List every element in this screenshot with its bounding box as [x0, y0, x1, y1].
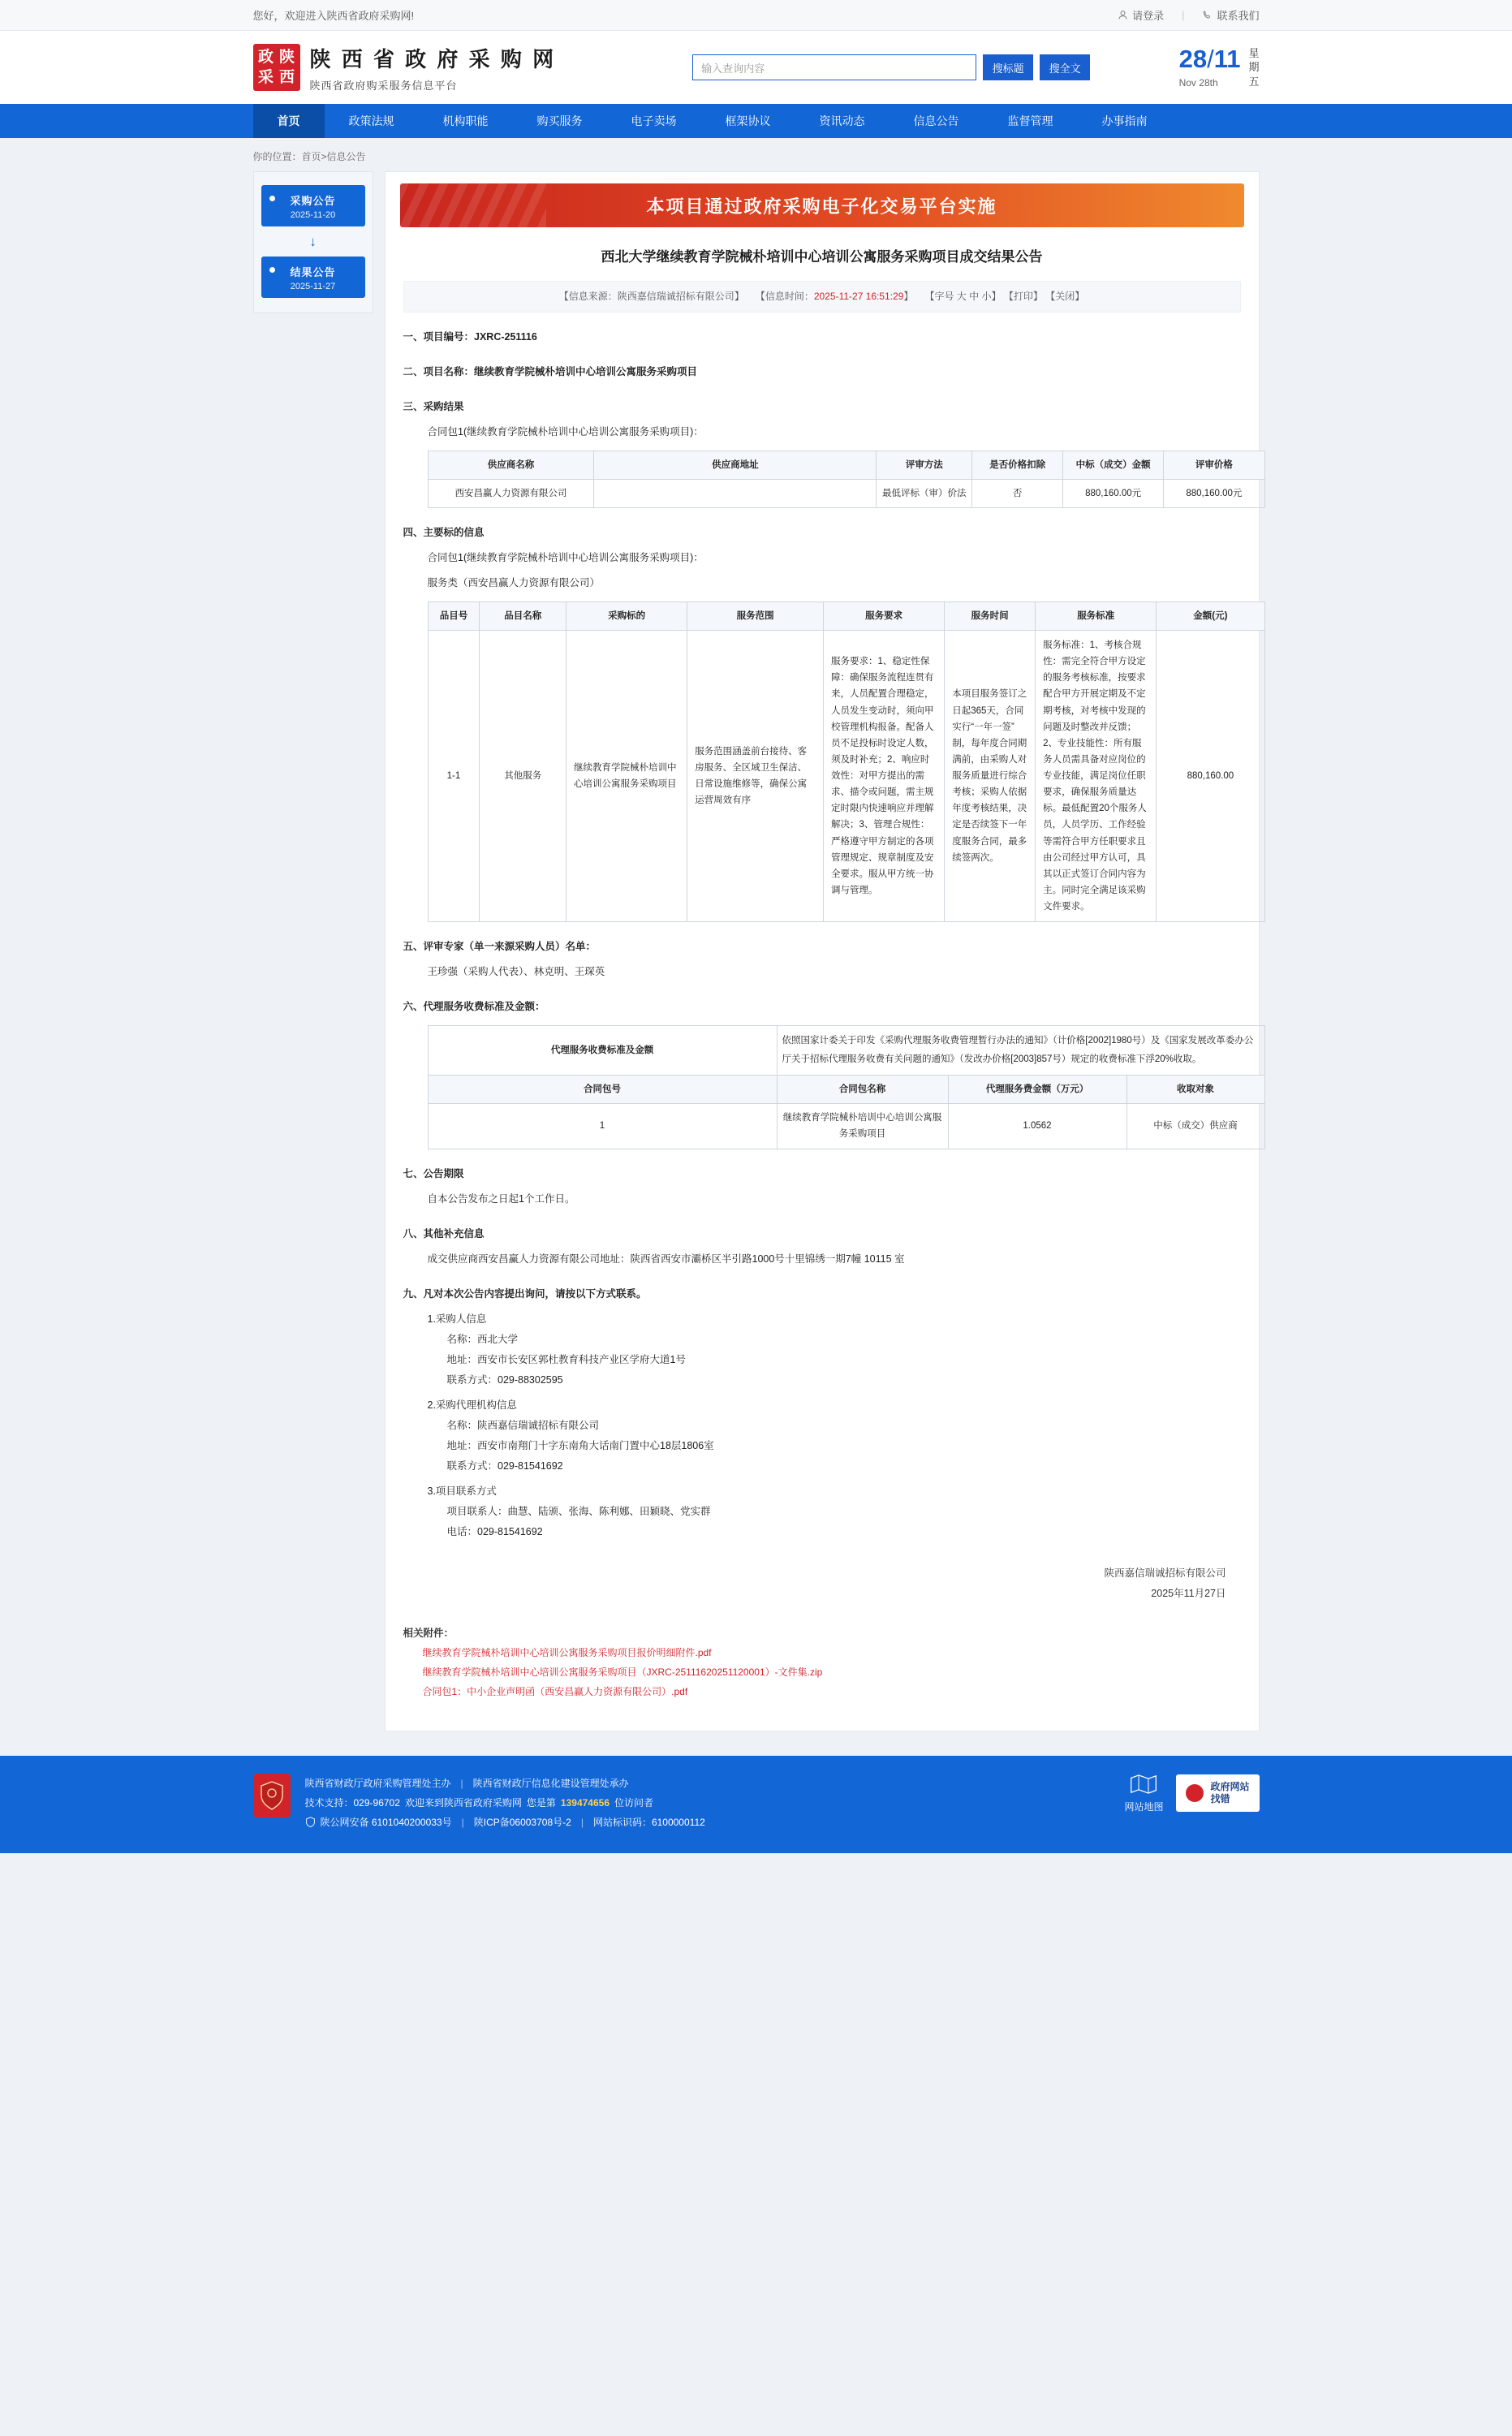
- weekday: [1248, 46, 1259, 89]
- shield-icon: [260, 1781, 284, 1810]
- attachment-link-3[interactable]: 合同包1：中小企业声明函（西安昌赢人力资源有限公司）.pdf: [422, 1685, 688, 1697]
- col-service-scope: 服务范围: [687, 601, 824, 630]
- footer-police-record[interactable]: 陕公网安备 6101040200033号: [320, 1816, 452, 1828]
- col-service-standard: 服务标准: [1036, 601, 1157, 630]
- print-button[interactable]: 【打印】: [1003, 290, 1043, 302]
- logo-char-2: 采: [257, 68, 274, 86]
- nav-item-home[interactable]: 首页: [253, 104, 325, 138]
- table-header-row: [428, 601, 1264, 630]
- contact-link[interactable]: [1202, 7, 1259, 23]
- section-project-number: 一、项目编号：JXRC-251116: [403, 330, 537, 343]
- col-fee-payer: 收取对象: [1126, 1076, 1264, 1104]
- cell-fee-payer: 中标（成交）供应商: [1126, 1104, 1264, 1149]
- contact-project-persons: 项目联系人：曲慧、陆颁、张海、陈利娜、田颖晓、党实群: [446, 1505, 711, 1517]
- signature-block: [386, 1563, 1226, 1604]
- login-link[interactable]: [1118, 7, 1164, 23]
- document-content: [385, 171, 1260, 1731]
- contact-label: 联系我们: [1217, 10, 1260, 22]
- cell-supplier-name: 西安昌赢人力资源有限公司: [428, 479, 594, 507]
- cell-amount: 880,160.00: [1157, 631, 1264, 922]
- cell-fee-amount: 1.0562: [948, 1104, 1126, 1149]
- search-title-button[interactable]: 搜标题: [983, 54, 1033, 80]
- nav-item-emarket[interactable]: 电子卖场: [631, 114, 677, 127]
- cell-review-price: 880,160.00元: [1164, 479, 1264, 507]
- attachments-list: [386, 1645, 1259, 1698]
- contact-agency-address: 地址：西安市南翔门十字东南角大话南门置中心18层1806室: [446, 1439, 714, 1451]
- map-icon: [1130, 1774, 1157, 1795]
- col-package-no: 合同包号: [428, 1076, 777, 1104]
- magnifier-icon: [1186, 1784, 1204, 1802]
- cell-item-no: 1-1: [428, 631, 480, 922]
- contact-purchaser-name: 名称：西北大学: [446, 1333, 519, 1345]
- date-numeric: [1179, 46, 1241, 71]
- contact-purchaser-heading: 1.采购人信息: [427, 1313, 487, 1325]
- page-title: 西北大学继续教育学院械朴培训中心培训公寓服务采购项目成交结果公告: [601, 249, 1043, 265]
- date-month: 11: [1213, 44, 1241, 73]
- close-button[interactable]: 【关闭】: [1045, 290, 1085, 302]
- sitemap-link[interactable]: [1124, 1774, 1163, 1813]
- col-item-no: 品目号: [428, 601, 480, 630]
- result-table: [428, 451, 1265, 508]
- target-table: [428, 601, 1265, 922]
- breadcrumb-current: 信息公告: [326, 151, 366, 162]
- user-icon: [1118, 10, 1128, 20]
- welcome-text: 您好，欢迎进入陕西省政府采购网!: [252, 10, 415, 22]
- site-name: 陕 西 省 政 府 采 购 网: [309, 46, 557, 71]
- col-item-name: 品目名称: [480, 601, 566, 630]
- main-area: [253, 171, 1260, 1756]
- col-procurement-target: 采购标的: [566, 601, 687, 630]
- date-slash: /: [1207, 44, 1214, 73]
- nav-item-functions[interactable]: 机构职能: [442, 114, 489, 127]
- footer-welcome: 欢迎来到陕西省政府采购网: [404, 1796, 522, 1809]
- platform-banner: [400, 183, 1244, 227]
- top-utility-bar: [0, 0, 1512, 31]
- table-row: [428, 631, 1264, 922]
- col-service-requirement: 服务要求: [824, 601, 945, 630]
- footer-icp[interactable]: 陕ICP备06003708号-2: [473, 1816, 571, 1828]
- col-service-time: 服务时间: [945, 601, 1036, 630]
- date-english: Nov 28th: [1178, 76, 1218, 88]
- gov-btn-line2: 找错: [1210, 1793, 1230, 1805]
- meta-time-label: 【信息时间：: [755, 290, 814, 302]
- gov-site-report-button[interactable]: [1176, 1774, 1259, 1812]
- logo-char-1: 陕: [278, 48, 295, 66]
- cell-procurement-target: 继续教育学院械朴培训中心培训公寓服务采购项目: [566, 631, 687, 922]
- site-footer: [0, 1756, 1512, 1853]
- table-row: [428, 479, 1264, 507]
- weekday-line-2: 期: [1248, 61, 1260, 74]
- meta-source-label: 【信息来源：: [558, 290, 618, 302]
- table-header-row: [428, 451, 1264, 479]
- attachment-link-2[interactable]: 继续教育学院械朴培训中心培训公寓服务采购项目（JXRC-25111620251120001）-文件集.zip: [422, 1666, 823, 1678]
- cell-service-standard: 服务标准：1、考核合规性：需完全符合甲方设定的服务考核标准，按要求配合甲方开展定期及不定期考核，对考核中发现的问题及时整改并反馈；2、专业技能性：所有服务人员需具备对应岗位的专业技能，满足岗位任职要求，确保服务质量达标。最低配置20个服务人员，人员学历、工作经验等需符合甲方任职要求且由公司经过甲方认可，具其以正式签订合同内容为主。同时完全满足该采购文件要求。: [1036, 631, 1157, 922]
- section-other-line: 成交供应商西安昌赢人力资源有限公司地址：陕西省西安市灞桥区半引路1000号十里锦绣一期7幢 10115 室: [427, 1252, 905, 1265]
- search-fulltext-button[interactable]: 搜全文: [1040, 54, 1090, 80]
- contact-agency-name: 名称：陕西嘉信瑞诚招标有限公司: [446, 1419, 600, 1431]
- footer-org-sub: 陕西省财政厅信息化建设管理处承办: [472, 1777, 629, 1789]
- section-target-line1: 合同包1(继续教育学院械朴培训中心培训公寓服务采购项目)：: [427, 551, 704, 563]
- step-date: 2025-11-20: [290, 210, 336, 220]
- section-result-heading: 三、采购结果: [403, 400, 464, 412]
- fee-right-text: 依照国家计委关于印发《采购代理服务收费管理暂行办法的通知》（计价格[2002]1980号）及《国家发展改革委办公厅关于招标代理服务收费有关问题的通知》（发改办价格[2003]857号）规定的收费标准下浮20%收取。: [777, 1026, 1264, 1076]
- breadcrumb: [253, 138, 1260, 171]
- sitemap-label: 网站地图: [1124, 1800, 1164, 1813]
- police-badge-icon: [253, 1774, 291, 1817]
- col-amount: 金额(元): [1157, 601, 1264, 630]
- cell-service-scope: 服务范围涵盖前台接待、客房服务、全区域卫生保洁、日常设施维修等，确保公寓运营周效有序: [687, 631, 824, 922]
- step-date: 2025-11-27: [290, 282, 336, 291]
- site-header: [0, 31, 1512, 104]
- cell-price-deduction: 否: [972, 479, 1063, 507]
- section-period-heading: 七、公告期限: [403, 1167, 464, 1179]
- search-area: [692, 54, 1090, 80]
- contact-agency-tel: 联系方式：029-81541692: [446, 1459, 563, 1472]
- site-subname: 陕西省政府购采服务信息平台: [309, 79, 458, 92]
- document-meta: [403, 281, 1241, 313]
- nav-item-framework[interactable]: 框架协议: [725, 114, 771, 127]
- contact-project-heading: 3.项目联系方式: [427, 1485, 497, 1497]
- weekday-line-3: 五: [1248, 75, 1260, 88]
- col-award-amount: 中标（成交）金额: [1063, 451, 1164, 479]
- section-other-heading: 八、其他补充信息: [403, 1227, 485, 1240]
- breadcrumb-prefix: 你的位置：: [252, 151, 302, 162]
- meta-source-end: 】: [734, 290, 744, 302]
- banner-text: 本项目通过政府采购电子化交易平台实施: [646, 196, 997, 217]
- signature-company: 陕西嘉信瑞诚招标有限公司: [1104, 1567, 1226, 1579]
- cell-award-amount: 880,160.00元: [1063, 479, 1164, 507]
- section-result-line: 合同包1(继续教育学院械朴培训中心培训公寓服务采购项目)：: [427, 425, 704, 438]
- cell-package-no: 1: [428, 1104, 777, 1149]
- col-price-deduction: 是否价格扣除: [972, 451, 1063, 479]
- meta-time-end: 】: [903, 290, 914, 302]
- sidebar-step-result-notice[interactable]: [261, 257, 365, 298]
- gov-btn-line1: 政府网站: [1210, 1781, 1250, 1793]
- footer-visitor-suffix: 位访问者: [614, 1796, 654, 1809]
- meta-source: 陕西嘉信瑞诚招标有限公司: [617, 290, 734, 302]
- footer-sep: |: [460, 1777, 463, 1789]
- date-day: 28: [1178, 44, 1208, 73]
- signature-date: 2025年11月27日: [1151, 1587, 1226, 1599]
- police-shield-small-icon: [305, 1817, 316, 1827]
- arrow-down-icon: ↓: [309, 234, 317, 249]
- footer-visitor-prefix: 您是第: [526, 1796, 556, 1809]
- cell-supplier-address: [594, 479, 877, 507]
- login-label: 请登录: [1132, 10, 1165, 22]
- col-package-name: 合同包名称: [777, 1076, 948, 1104]
- font-size-control[interactable]: 【字号 大 中 小】: [924, 290, 1002, 302]
- search-placeholder: 输入查询内容: [701, 62, 765, 75]
- document-body: [403, 327, 1254, 1542]
- footer-org-main: 陕西省财政厅政府采购管理处主办: [304, 1777, 451, 1789]
- divider: |: [1182, 9, 1185, 21]
- step-title: 采购公告: [290, 195, 336, 207]
- footer-site-code: 网站标识码：6100000112: [592, 1816, 705, 1828]
- table-header-row: [428, 1076, 1264, 1104]
- date-widget: [1179, 46, 1260, 89]
- breadcrumb-sep: >: [321, 151, 327, 162]
- nav-item-policy[interactable]: 政策法规: [348, 114, 394, 127]
- cell-service-requirement: 服务要求：1、稳定性保障：确保服务流程连贯有来，人员配置合理稳定，人员发生变动时，须向甲校管理机构报备。配备人员不足投标时设定人数，须及时补充；2、响应时效性：对甲方提出的需求、描令或问题，需主规定时限内快速响应并理解解决；3、管理合规性：严格遵守甲方制定的各项管理规定、规章制度及安全要求。服从甲方统一协调与管理。: [824, 631, 945, 922]
- col-fee-amount: 代理服务费金额（万元）: [948, 1076, 1126, 1104]
- col-review-method: 评审方法: [877, 451, 972, 479]
- nav-item-purchase-service[interactable]: 购买服务: [536, 114, 583, 127]
- phone-icon: [1202, 10, 1213, 20]
- cell-item-name: 其他服务: [480, 631, 566, 922]
- contact-agency-heading: 2.采购代理机构信息: [427, 1399, 517, 1411]
- nav-item-supervision[interactable]: 监督管理: [1007, 114, 1053, 127]
- logo-mark-icon: [253, 44, 300, 91]
- step-dot-icon: [269, 196, 275, 201]
- table-row: [428, 1104, 1264, 1149]
- section-project-name: 二、项目名称：继续教育学院械朴培训中心培训公寓服务采购项目: [403, 365, 698, 377]
- nav-item-news[interactable]: 资讯动态: [819, 114, 865, 127]
- col-supplier-name: 供应商名称: [428, 451, 594, 479]
- attachments-title: 相关附件：: [403, 1627, 454, 1639]
- breadcrumb-home[interactable]: 首页: [301, 151, 321, 162]
- attachment-link-1[interactable]: 继续教育学院械朴培训中心培训公寓服务采购项目报价明细附件.pdf: [422, 1646, 712, 1658]
- step-dot-icon: [269, 267, 275, 273]
- main-nav: [0, 104, 1512, 138]
- contact-purchaser-tel: 联系方式：029-88302595: [446, 1373, 563, 1386]
- footer-visitor-count: 139474656: [560, 1796, 610, 1809]
- step-title: 结果公告: [290, 266, 336, 278]
- footer-line-2: [305, 1793, 705, 1813]
- col-supplier-address: 供应商地址: [594, 451, 877, 479]
- nav-item-announcements[interactable]: 信息公告: [913, 114, 959, 127]
- section-target-line2: 服务类（西安昌赢人力资源有限公司）: [427, 576, 601, 589]
- nav-item-guide[interactable]: 办事指南: [1101, 114, 1148, 127]
- logo-char-3: 西: [278, 68, 295, 86]
- progress-sidebar: [253, 171, 373, 313]
- col-review-price: 评审价格: [1164, 451, 1264, 479]
- contact-purchaser-address: 地址：西安市长安区郭杜教育科技产业区学府大道1号: [446, 1353, 686, 1365]
- section-target-heading: 四、主要标的信息: [403, 526, 485, 538]
- section-period-line: 自本公告发布之日起1个工作日。: [427, 1192, 575, 1205]
- site-logo[interactable]: [253, 43, 557, 93]
- fee-left-header: 代理服务收费标准及金额: [428, 1026, 777, 1076]
- agency-fee-table: [428, 1025, 1265, 1149]
- section-contact-heading: 九、凡对本次公告内容提出询问，请按以下方式联系。: [403, 1287, 647, 1300]
- cell-service-time: 本项目服务签订之日起365天，合同实行“一年一签”制，每年度合同期满前，由采购人对服务质量进行综合考核；采购人依据年度考核结果，决定是否续签下一年度服务合同，最多续签两次。: [945, 631, 1036, 922]
- footer-line-3: 陕公网安备 6101040200033号 | 陕ICP备06003708号-2 | 网站标识码：6100000112: [305, 1813, 705, 1832]
- meta-time: 2025-11-27 16:51:29: [813, 290, 904, 302]
- logo-char-0: 政: [257, 48, 274, 66]
- footer-support-tel: 技术支持：029-96702: [304, 1796, 400, 1809]
- contact-project-tel: 电话：029-81541692: [446, 1525, 543, 1537]
- weekday-line-1: 星: [1248, 46, 1260, 59]
- cell-review-method: 最低评标（审）价法: [877, 479, 972, 507]
- search-input[interactable]: [692, 54, 976, 80]
- section-experts-line: 王珍强（采购人代表）、林克明、王琛英: [427, 966, 605, 978]
- footer-line-1: [305, 1774, 705, 1793]
- table-row: [428, 1026, 1264, 1076]
- cell-package-name: 继续教育学院械朴培训中心培训公寓服务采购项目: [777, 1104, 948, 1149]
- section-fee-heading: 六、代理服务收费标准及金额：: [403, 1001, 545, 1013]
- section-experts-heading: 五、评审专家（单一来源采购人员）名单：: [403, 941, 597, 953]
- sidebar-step-purchase-notice[interactable]: [261, 185, 365, 226]
